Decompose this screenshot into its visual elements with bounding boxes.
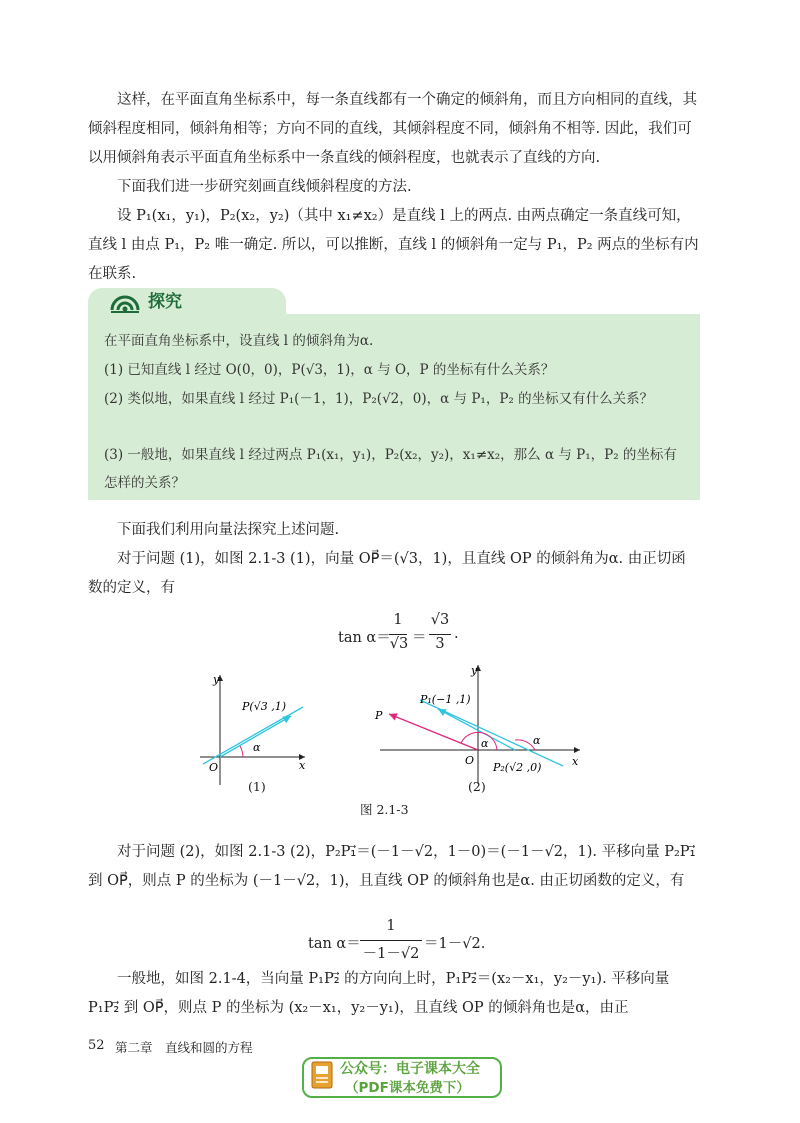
eq1-end: . bbox=[454, 626, 459, 642]
equation-2 bbox=[308, 918, 508, 966]
paragraph-question-1: 对于问题 (1)，如图 2.1-3 (1)，向量 OP⃗＝(√3，1)，且直线 OP 的倾斜角为α. 由正切函数的定义，有 bbox=[88, 551, 686, 596]
fig2-alpha-p2-label: α bbox=[533, 734, 541, 747]
fig2-line bbox=[420, 700, 563, 766]
eq2-den: －1－√2 bbox=[362, 946, 420, 962]
explore-question-2: (2) 类似地，如果直线 l 经过 P₁(－1，1)，P₂(√2，0)，α 与 P₁，P₂ 的坐标又有什么关系？ bbox=[104, 391, 654, 407]
chapter-title: 第二章 直线和圆的方程 bbox=[115, 1040, 253, 1055]
fig2-point-p1-label: P₁(−1 ,1) bbox=[420, 693, 471, 706]
equation-1 bbox=[338, 612, 478, 662]
fig2-vector-p2p1 bbox=[438, 709, 515, 750]
figure-2-label: (2) bbox=[468, 779, 486, 794]
eq1-eq: ＝ bbox=[412, 630, 427, 646]
fig1-y-label: y bbox=[213, 673, 220, 686]
eq2-num: 1 bbox=[386, 918, 396, 934]
paragraph-question-2: 对于问题 (2)，如图 2.1-3 (2)，P₂P₁⃗＝(－1－√2，1－0)＝(－1－√2，1). 平移向量 P₂P₁⃗ 到 OP⃗，则点 P 的坐标为 (－1－√2，1)，且直线 OP 的倾斜角也是α. 由正切函数的定义，有 bbox=[88, 844, 696, 889]
eq1-den2: 3 bbox=[435, 636, 445, 652]
fig1-point-p-label: P(√3 ,1) bbox=[242, 700, 286, 713]
paragraph-points: 设 P₁(x₁，y₁)，P₂(x₂，y₂)（其中 x₁≠x₂）是直线 l 上的两点. 由两点确定一条直线可知，直线 l 由点 P₁，P₂ 唯一确定. 所以，可以推断，直线 l 的倾斜角一定与 P₁，P₂ 两点的坐标有内在联系. bbox=[88, 208, 699, 282]
page-number: 52 bbox=[88, 1038, 105, 1053]
fig2-alpha-o-label: α bbox=[481, 737, 489, 750]
fig1-origin-label: O bbox=[209, 761, 219, 774]
fig1-alpha-label: α bbox=[253, 741, 261, 754]
fig1-angle-arc bbox=[240, 746, 243, 757]
paragraph-general: 一般地，如图 2.1-4，当向量 P₁P₂⃗ 的方向向上时，P₁P₂⃗＝(x₂－x₁，y₂－y₁). 平移向量 P₁P₂⃗ 到 OP⃗，则点 P 的坐标为 (x₂－x₁，y₂－y₁)，且直线 OP 的倾斜角也是α，由正 bbox=[88, 971, 670, 1016]
book-icon bbox=[310, 1060, 336, 1090]
fig2-vector-op bbox=[389, 714, 478, 750]
paragraph-vector-method: 下面我们利用向量法探究上述问题. bbox=[117, 522, 340, 538]
fig2-origin-label: O bbox=[465, 754, 475, 767]
eq1-den1: √3 bbox=[389, 636, 409, 652]
eq2-lhs: tan α＝ bbox=[308, 936, 361, 952]
explore-question-3: (3) 一般地，如果直线 l 经过两点 P₁(x₁，y₁)，P₂(x₂，y₂)，x₁≠x₂，那么 α 与 P₁，P₂ 的坐标有怎样的关系？ bbox=[104, 447, 677, 491]
paragraph-intro: 这样，在平面直角坐标系中，每一条直线都有一个确定的倾斜角，而且方向相同的直线，其倾斜程度相同，倾斜角相等；方向不同的直线，其倾斜程度不同，倾斜角不相等. 因此，我们可以用倾斜角表示平面直角坐标系中一条直线的倾斜程度，也就表示了直线的方向. bbox=[88, 92, 697, 166]
explore-intro: 在平面直角坐标系中，设直线 l 的倾斜角为α. bbox=[104, 333, 374, 349]
figure-1-label: (1) bbox=[248, 779, 266, 794]
fig2-point-p2-label: P₂(√2 ,0) bbox=[493, 761, 542, 774]
eq1-num1: 1 bbox=[393, 612, 403, 628]
fig2-y-label: y bbox=[471, 664, 478, 677]
fig1-line bbox=[203, 707, 303, 764]
eq1-lhs: tan α＝ bbox=[338, 630, 391, 646]
figure-caption: 图 2.1-3 bbox=[360, 802, 409, 817]
fig2-angle-arc-o bbox=[461, 732, 497, 750]
fig1-x-label: x bbox=[299, 759, 306, 772]
eq2-rhs: ＝1－√2. bbox=[424, 936, 486, 952]
explore-title: 探究 bbox=[148, 292, 182, 312]
paragraph-method: 下面我们进一步研究刻画直线倾斜程度的方法. bbox=[117, 179, 412, 195]
eq1-num2: √3 bbox=[430, 612, 450, 628]
fig2-point-p-label: P bbox=[375, 709, 383, 722]
explore-question-1: (1) 已知直线 l 经过 O(0，0)，P(√3，1)，α 与 O，P 的坐标有什么关系？ bbox=[104, 362, 555, 378]
fig2-x-label: x bbox=[572, 755, 579, 768]
watermark-line-1: 公众号：电子课本大全 bbox=[340, 1061, 480, 1077]
explore-icon bbox=[110, 292, 140, 314]
watermark-line-2: （PDF课本免费下） bbox=[345, 1080, 470, 1096]
